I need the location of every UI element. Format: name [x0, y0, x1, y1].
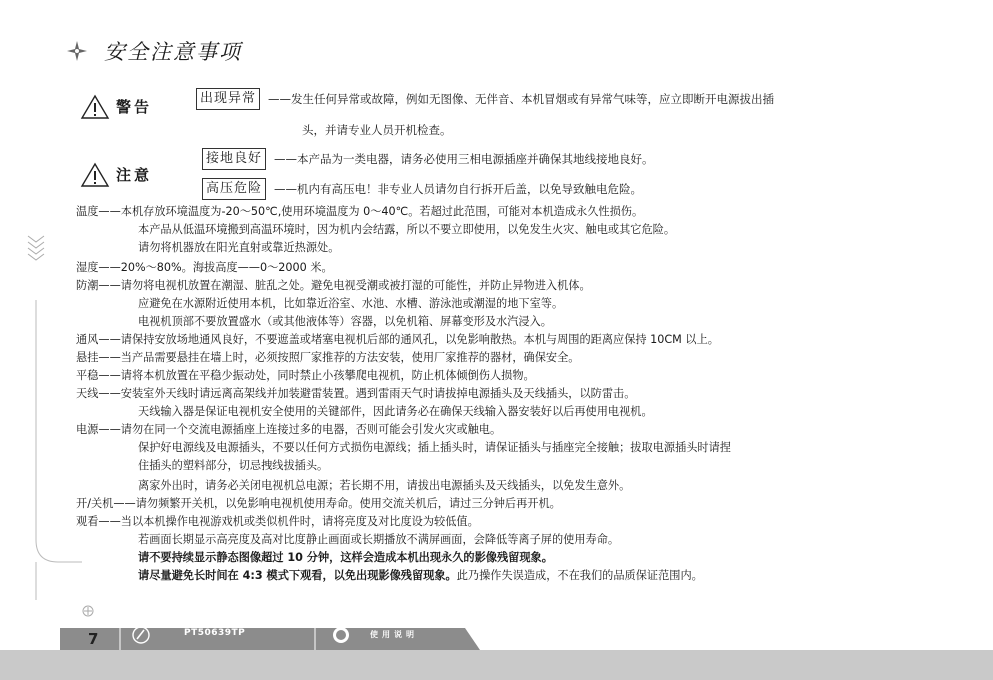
- footer-band: [0, 650, 993, 680]
- power-line-3: 住插头的塑料部分，切忌拽线拔插头。: [138, 459, 329, 472]
- page-number: 7: [88, 630, 99, 648]
- warning-label: 警告: [116, 98, 153, 116]
- mounting-line: 悬挂——当产品需要悬挂在墙上时，必须按照厂家推荐的方法安装，使用厂家推荐的器材，确保安全。: [76, 351, 580, 364]
- model-number: PT50639TP: [184, 628, 246, 638]
- temperature-line: 温度——本机存放环境温度为-20～50℃,使用环境温度为 0～40℃。若超过此范围，可能对本机造成永久性损伤。: [76, 205, 644, 218]
- viewing-line-4-bold: 请尽量避免长时间在 4:3 模式下观看，以免出现影像残留现象。: [138, 569, 457, 582]
- temperature-line-2: 本产品从低温环境搬到高温环境时，因为机内会结露，所以不要立即使用，以免发生火灾、触电或其它危险。: [138, 223, 676, 236]
- ventilation-line: 通风——请保持安放场地通风良好，不要遮盖或堵塞电视机后部的通风孔，以免影响散热。本机与周围的距离应保持 10CM 以上。: [76, 333, 719, 346]
- section-header: [66, 36, 242, 66]
- viewing-line-3: 请不要持续显示静态图像超过 10 分钟，这样会造成本机出现永久的影像残留现象。: [138, 551, 553, 564]
- viewing-line-4-tail: 此乃操作失误造成，不在我们的品质保证范围内。: [456, 569, 703, 582]
- onoff-line: 开/关机——请勿频繁开关机，以免影响电视机使用寿命。使用交流关机后，请过三分钟后再开机。: [76, 497, 561, 510]
- power-line-4: 离家外出时，请务必关闭电视机总电源；若长期不用，请拔出电源插头及天线插头，以免发生意外。: [138, 479, 631, 492]
- temperature-line-3: 请勿将机器放在阳光直射或靠近热源处。: [138, 241, 340, 254]
- decorative-curve: [34, 300, 82, 600]
- disc-icon: [132, 626, 150, 644]
- warning-triangle-icon: [80, 94, 110, 120]
- caution-label: 注意: [116, 166, 153, 184]
- viewing-line: 观看——当以本机操作电视游戏机或类似机件时，请将亮度及对比度设为较低值。: [76, 515, 479, 528]
- high-voltage-text: ——机内有高压电！非专业人员请勿自行拆开后盖，以免导致触电危险。: [274, 182, 642, 196]
- page-footer: [0, 624, 993, 680]
- grounding-text: ——本产品为一类电器，请务必使用三相电源插座并确保其地线接地良好。: [274, 152, 654, 166]
- humidity-line: 湿度——20%～80%。海拔高度——0～2000 米。: [76, 261, 333, 274]
- tag-high-voltage: 高压危险: [202, 178, 266, 200]
- caution-triangle-icon: [80, 162, 110, 188]
- chevron-stack-icon: [26, 232, 46, 272]
- stability-line: 平稳——请将本机放置在平稳少振动处，同时禁止小孩攀爬电视机，防止机体倾倒伤人损物。: [76, 369, 535, 382]
- tag-grounding: 接地良好: [202, 148, 266, 170]
- viewing-line-2: 若画面长期显示高亮度及高对比度静止画面或长期播放不满屏画面，会降低等离子屏的使用寿命。: [138, 533, 620, 546]
- viewing-line-4: [138, 568, 703, 584]
- power-line-2: 保护好电源线及电源插头，不要以任何方式损伤电源线；插上插头时，请保证插头与插座完全接触；拔取电源插头时请捏: [138, 441, 731, 454]
- antenna-line-2: 天线输入器是保证电视机安全使用的关键部件，因此请务必在确保天线输入器安装好以后再使用电视机。: [138, 405, 653, 418]
- moisture-line: 防潮——请勿将电视机放置在潮湿、脏乱之处。避免电视受潮或被打湿的可能性，并防止异物进入机体。: [76, 279, 591, 292]
- tag-abnormal: 出现异常: [196, 88, 260, 110]
- manual-label: 使用说明: [370, 630, 418, 639]
- four-petal-icon: [66, 40, 88, 62]
- power-line: 电源——请勿在同一个交流电源插座上连接过多的电器，否则可能会引发火灾或触电。: [76, 423, 502, 436]
- moisture-line-2: 应避免在水源附近使用本机，比如靠近浴室、水池、水槽、游泳池或潮湿的地下室等。: [138, 297, 564, 310]
- page-title: 安全注意事项: [104, 40, 242, 64]
- warning-text-cont: 头，并请专业人员开机检查。: [302, 123, 452, 137]
- crosshair-circle-icon: [82, 602, 94, 614]
- warning-text: ——发生任何异常或故障，例如无图像、无伴音、本机冒烟或有异常气味等，应立即断开电源拔出插: [268, 92, 774, 106]
- antenna-line: 天线——安装室外天线时请远离高架线并加装避雷装置。遇到雷雨天气时请拔掉电源插头及天线插头，以防雷击。: [76, 387, 636, 400]
- globe-icon: [332, 626, 350, 644]
- moisture-line-3: 电视机顶部不要放置盛水（或其他液体等）容器，以免机箱、屏幕变形及水汽浸入。: [138, 315, 552, 328]
